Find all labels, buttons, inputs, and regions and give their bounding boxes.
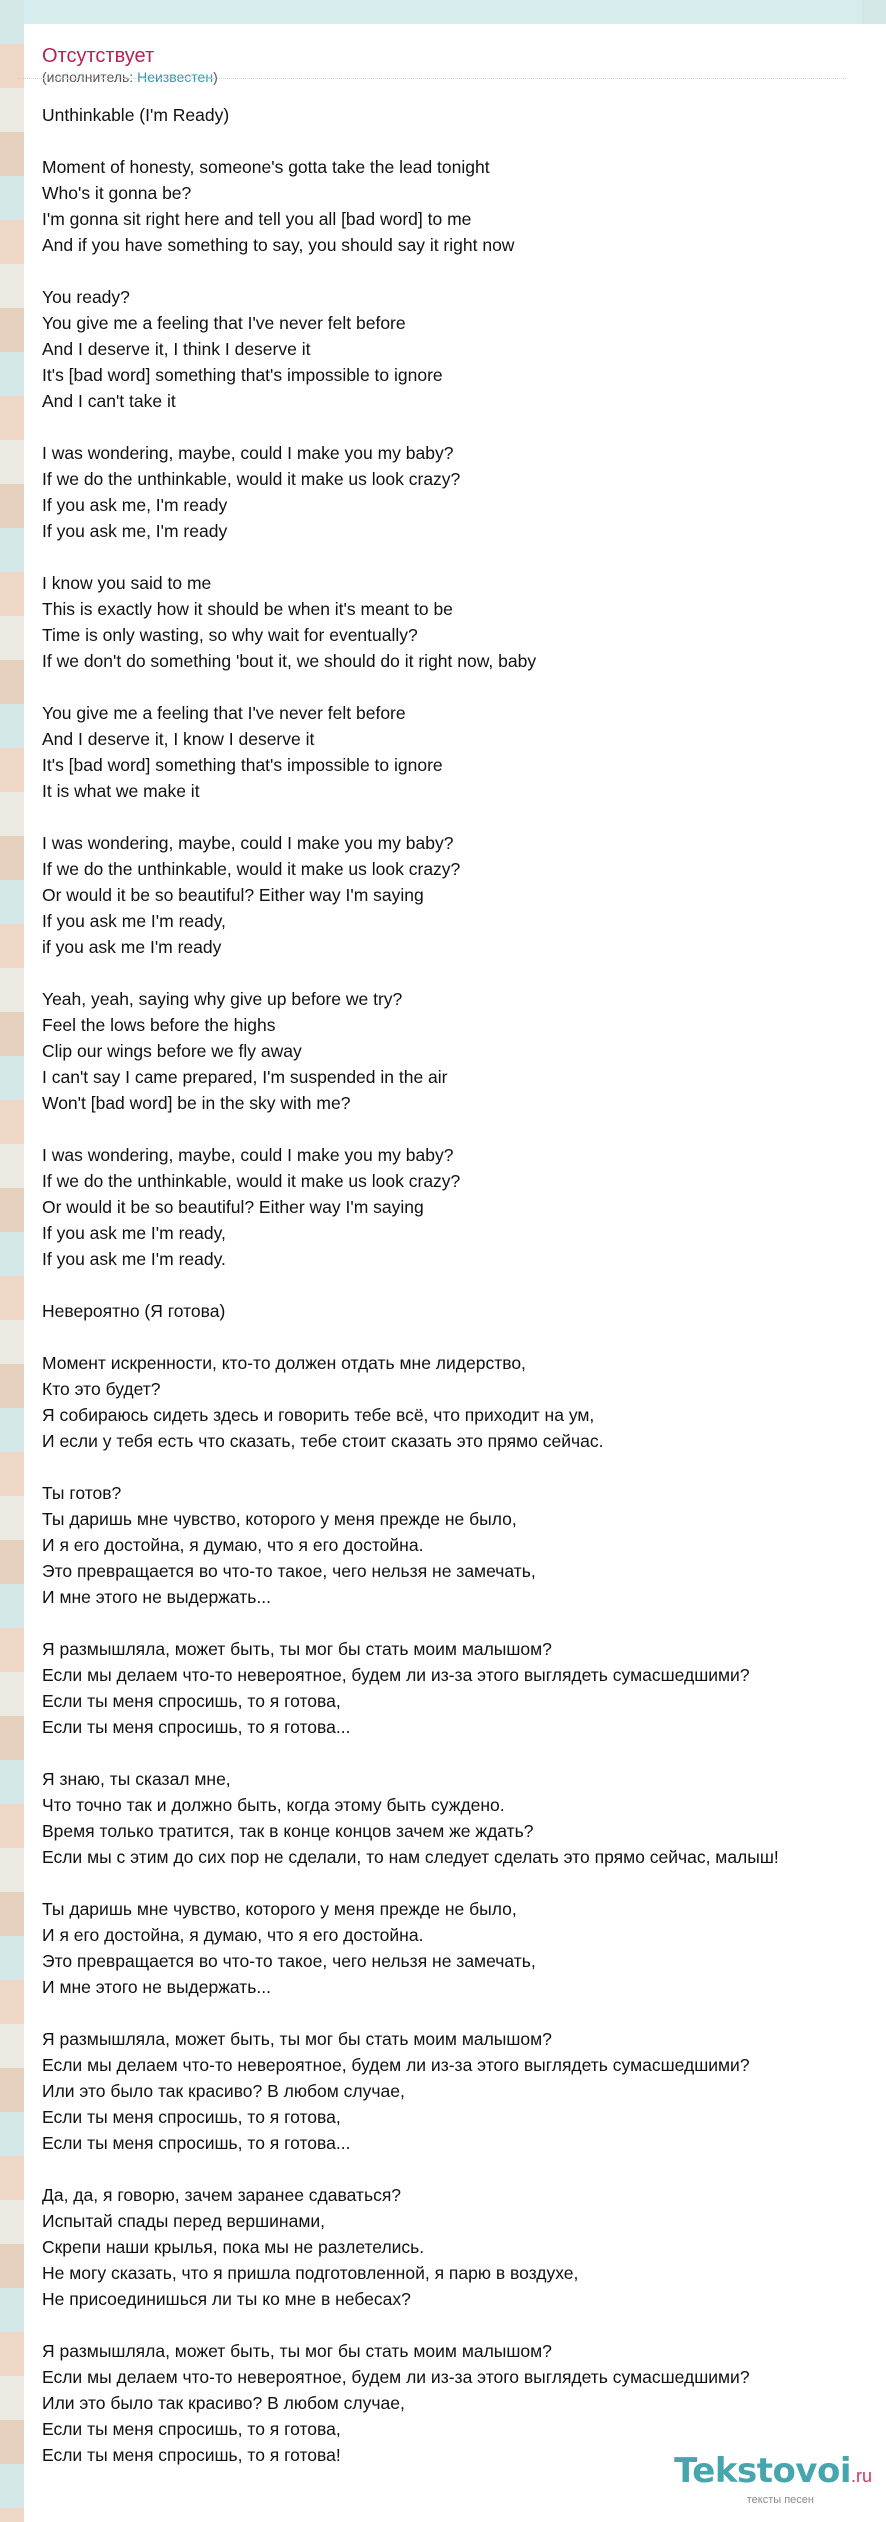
lyrics-stanza <box>42 830 886 960</box>
lyrics-line: Да, да, я говорю, зачем заранее сдаваться? <box>42 2185 402 2205</box>
lyrics-line: If we do the unthinkable, would it make us look crazy? <box>42 469 461 489</box>
lyrics-line: Я размышляла, может быть, ты мог бы стать моим малышом? <box>42 2341 552 2361</box>
lyrics-stanza <box>42 102 886 128</box>
lyrics-line: I'm gonna sit right here and tell you all [bad word] to me <box>42 209 472 229</box>
lyrics-line: I know you said to me <box>42 573 212 593</box>
lyrics-line: Если мы делаем что-то невероятное, будем ли из-за этого выглядеть сумасшедшими? <box>42 1665 750 1685</box>
logo-name: Tekstovoi <box>674 2451 851 2491</box>
lyrics-line: And I deserve it, I know I deserve it <box>42 729 315 749</box>
logo-wordmark <box>674 2453 872 2494</box>
lyrics-line: You give me a feeling that I've never felt before <box>42 703 406 723</box>
song-title: Отсутствует <box>42 45 155 67</box>
lyrics-line: Если мы с этим до сих пор не сделали, то нам следует сделать это прямо сейчас, малыш! <box>42 1847 779 1867</box>
lyrics-line: Если ты меня спросишь, то я готова... <box>42 1717 351 1737</box>
lyrics-line: И мне этого не выдержать... <box>42 1587 272 1607</box>
lyrics-line: Я знаю, ты сказал мне, <box>42 1769 231 1789</box>
lyrics-line: Или это было так красиво? В любом случае, <box>42 2081 405 2101</box>
lyrics-line: Who's it gonna be? <box>42 183 192 203</box>
lyrics-stanza <box>42 1142 886 1272</box>
lyrics-line: I was wondering, maybe, could I make you my baby? <box>42 833 454 853</box>
lyrics-line: Ты готов? <box>42 1483 122 1503</box>
lyrics-stanza <box>42 1480 886 1610</box>
lyrics-line: Ты даришь мне чувство, которого у меня прежде не было, <box>42 1899 517 1919</box>
lyrics-line: Если мы делаем что-то невероятное, будем ли из-за этого выглядеть сумасшедшими? <box>42 2367 750 2387</box>
lyrics-line: I was wondering, maybe, could I make you my baby? <box>42 443 454 463</box>
lyrics-line: If you ask me, I'm ready <box>42 521 228 541</box>
lyrics-line: I can't say I came prepared, I'm suspended in the air <box>42 1067 448 1087</box>
lyrics-stanza <box>42 2338 886 2468</box>
lyrics-line: Moment of honesty, someone's gotta take the lead tonight <box>42 157 490 177</box>
lyrics-line: Clip our wings before we fly away <box>42 1041 302 1061</box>
lyrics-line: If you ask me, I'm ready <box>42 495 228 515</box>
lyrics-line: And I can't take it <box>42 391 176 411</box>
header-divider <box>18 78 846 79</box>
lyrics-line: You ready? <box>42 287 130 307</box>
lyrics-line: Если ты меня спросишь, то я готова, <box>42 1691 341 1711</box>
lyrics-line: И я его достойна, я думаю, что я его достойна. <box>42 1925 424 1945</box>
lyrics-line: Испытай спады перед вершинами, <box>42 2211 325 2231</box>
lyrics-line: Unthinkable (I'm Ready) <box>42 105 230 125</box>
lyrics-stanza <box>42 1636 886 1740</box>
lyrics-line: It is what we make it <box>42 781 200 801</box>
lyrics-line: Время только тратится, так в конце концов зачем же ждать? <box>42 1821 534 1841</box>
lyrics-stanza <box>42 1298 886 1324</box>
lyrics-line: Ты даришь мне чувство, которого у меня прежде не было, <box>42 1509 517 1529</box>
lyrics-line: Or would it be so beautiful? Either way I'm saying <box>42 1197 424 1217</box>
lyrics-line: It's [bad word] something that's impossible to ignore <box>42 755 443 775</box>
lyrics-line: И мне этого не выдержать... <box>42 1977 272 1997</box>
lyrics-line: if you ask me I'm ready <box>42 937 222 957</box>
lyrics-line: И если у тебя есть что сказать, тебе стоит сказать это прямо сейчас. <box>42 1431 604 1451</box>
lyrics-line: If we don't do something 'bout it, we should do it right now, baby <box>42 651 537 671</box>
lyrics-line: Or would it be so beautiful? Either way I'm saying <box>42 885 424 905</box>
lyrics-line: Если ты меня спросишь, то я готова... <box>42 2133 351 2153</box>
artist-prefix: (исполнитель: <box>42 69 138 85</box>
lyrics-stanza <box>42 1350 886 1454</box>
lyrics-card <box>24 24 886 2522</box>
artist-suffix: ) <box>213 69 218 85</box>
logo-tld: .ru <box>850 2466 872 2486</box>
lyrics-line: Это превращается во что-то такое, чего нельзя не замечать, <box>42 1561 536 1581</box>
lyrics-stanza <box>42 440 886 544</box>
lyrics-line: Невероятно (Я готова) <box>42 1301 226 1321</box>
lyrics-line: Won't [bad word] be in the sky with me? <box>42 1093 351 1113</box>
lyrics-line: And I deserve it, I think I deserve it <box>42 339 311 359</box>
artist-line <box>42 68 886 86</box>
lyrics-stanza <box>42 2182 886 2312</box>
lyrics-line: Если мы делаем что-то невероятное, будем ли из-за этого выглядеть сумасшедшими? <box>42 2055 750 2075</box>
lyrics-stanza <box>42 284 886 414</box>
lyrics-line: И я его достойна, я думаю, что я его достойна. <box>42 1535 424 1555</box>
lyrics-line: Или это было так красиво? В любом случае, <box>42 2393 405 2413</box>
lyrics-line: Я собираюсь сидеть здесь и говорить тебе всё, что приходит на ум, <box>42 1405 595 1425</box>
lyrics-line: If you ask me I'm ready. <box>42 1249 226 1269</box>
background-stripe-left <box>0 0 24 2522</box>
logo-tagline: тексты песен <box>746 2494 814 2506</box>
lyrics-line: Feel the lows before the highs <box>42 1015 276 1035</box>
lyrics-line: Что точно так и должно быть, когда этому быть суждено. <box>42 1795 505 1815</box>
site-logo[interactable] <box>674 2453 872 2506</box>
lyrics-line: Yeah, yeah, saying why give up before we try? <box>42 989 403 1009</box>
lyrics-line: Кто это будет? <box>42 1379 161 1399</box>
lyrics-line: I was wondering, maybe, could I make you my baby? <box>42 1145 454 1165</box>
lyrics-stanza <box>42 986 886 1116</box>
lyrics-text <box>42 102 886 2468</box>
lyrics-line: If we do the unthinkable, would it make us look crazy? <box>42 1171 461 1191</box>
lyrics-stanza <box>42 700 886 804</box>
lyrics-line: Я размышляла, может быть, ты мог бы стать моим малышом? <box>42 2029 552 2049</box>
lyrics-stanza <box>42 2026 886 2156</box>
lyrics-line: And if you have something to say, you should say it right now <box>42 235 515 255</box>
lyrics-stanza <box>42 1766 886 1870</box>
lyrics-line: If you ask me I'm ready, <box>42 911 226 931</box>
lyrics-line: Если ты меня спросишь, то я готова, <box>42 2107 341 2127</box>
lyrics-stanza <box>42 154 886 258</box>
lyrics-stanza <box>42 570 886 674</box>
lyrics-line: If you ask me I'm ready, <box>42 1223 226 1243</box>
artist-link[interactable]: Неизвестен <box>137 69 214 85</box>
lyrics-line: Time is only wasting, so why wait for eventually? <box>42 625 418 645</box>
lyrics-line: Скрепи наши крылья, пока мы не разлетелись. <box>42 2237 425 2257</box>
lyrics-line: Не присоединишься ли ты ко мне в небесах? <box>42 2289 411 2309</box>
lyrics-line: You give me a feeling that I've never felt before <box>42 313 406 333</box>
lyrics-stanza <box>42 1896 886 2000</box>
lyrics-line: It's [bad word] something that's impossible to ignore <box>42 365 443 385</box>
lyrics-line: This is exactly how it should be when it's meant to be <box>42 599 453 619</box>
lyrics-line: If we do the unthinkable, would it make us look crazy? <box>42 859 461 879</box>
lyrics-line: Я размышляла, может быть, ты мог бы стать моим малышом? <box>42 1639 552 1659</box>
lyrics-line: Не могу сказать, что я пришла подготовленной, я парю в воздухе, <box>42 2263 579 2283</box>
lyrics-line: Если ты меня спросишь, то я готова, <box>42 2419 341 2439</box>
lyrics-line: Это превращается во что-то такое, чего нельзя не замечать, <box>42 1951 536 1971</box>
lyrics-line: Момент искренности, кто-то должен отдать мне лидерство, <box>42 1353 526 1373</box>
lyrics-line: Если ты меня спросишь, то я готова! <box>42 2445 341 2465</box>
